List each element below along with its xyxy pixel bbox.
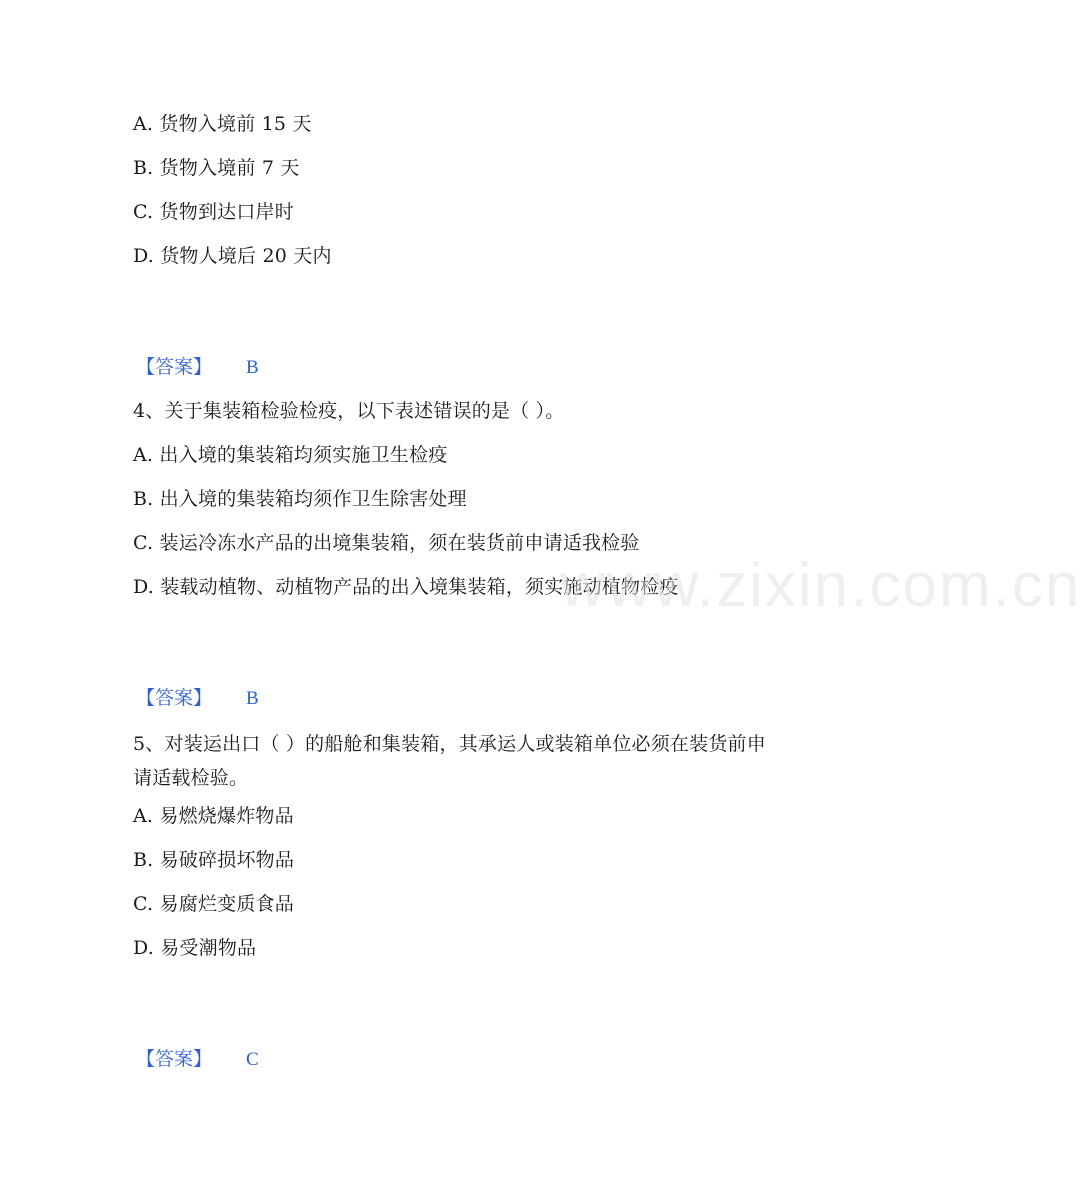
q5-answer — [136, 1046, 259, 1073]
q4-option-a: A. 出入境的集装箱均须实施卫生检疫 — [133, 444, 448, 466]
q5-option-a: A. 易燃烧爆炸物品 — [133, 805, 294, 827]
q3-option-c: C. 货物到达口岸时 — [133, 201, 294, 223]
q4-option-d: D. 装载动植物、动植物产品的出入境集装箱，须实施动植物检疫 — [133, 576, 679, 598]
q4-answer-value: B — [246, 688, 259, 709]
q4-option-b: B. 出入境的集装箱均须作卫生除害处理 — [133, 488, 467, 510]
q5-option-b: B. 易破碎损坏物品 — [133, 849, 295, 871]
q4-question: 4、关于集装箱检验检疫，以下表述错误的是（ ）。 — [133, 400, 565, 422]
q4-answer — [136, 685, 259, 712]
q3-option-b: B. 货物入境前 7 天 — [133, 157, 300, 179]
q5-option-d: D. 易受潮物品 — [133, 937, 257, 959]
q3-answer — [136, 354, 259, 381]
q4-option-c: C. 装运冷冻水产品的出境集装箱，须在装货前申请适我检验 — [133, 532, 640, 554]
q5-answer-value: C — [246, 1049, 259, 1070]
q5-question: 5、对装运出口（ ）的船舱和集装箱，其承运人或装箱单位必须在装货前申请适载检验。 — [133, 733, 766, 789]
watermark: www.zixin.com.cn — [560, 551, 1081, 620]
q3-option-d: D. 货物人境后 20 天内 — [133, 245, 332, 267]
q3-answer-value: B — [246, 357, 259, 378]
q4-answer-label: 【答案】 — [136, 687, 213, 709]
q5-answer-label: 【答案】 — [136, 1048, 213, 1070]
q3-option-a: A. 货物入境前 15 天 — [133, 113, 312, 135]
q3-answer-label: 【答案】 — [136, 356, 213, 378]
q5-option-c: C. 易腐烂变质食品 — [133, 893, 294, 915]
